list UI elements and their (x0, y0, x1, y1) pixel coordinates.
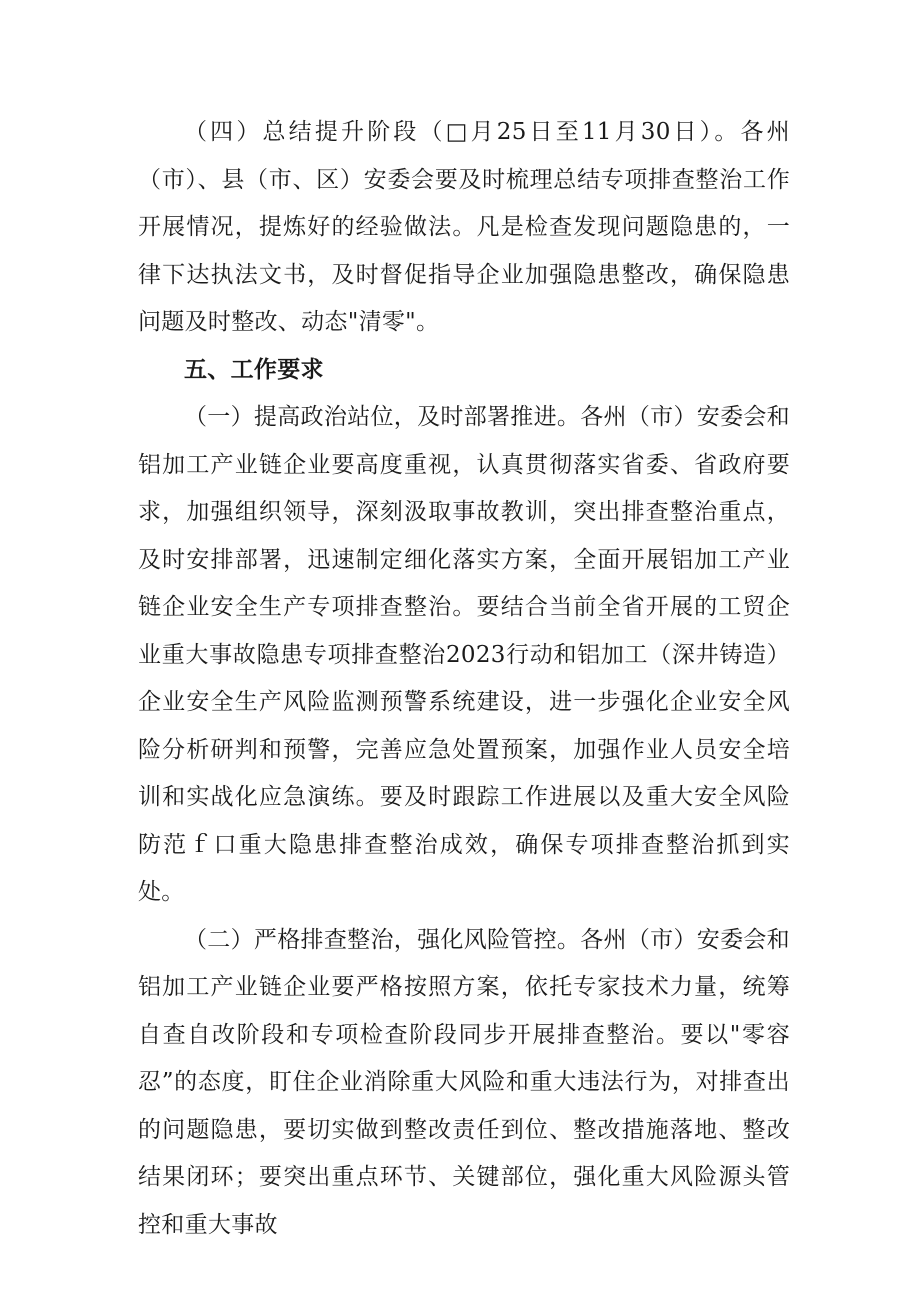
document-page (138, 109, 790, 1249)
paragraph-strict-inspection: （二）严格排查整治，强化风险管控。各州（市）安委会和铝加工产业链企业要严格按照方案，依托专家技术力量，统筹自查自改阶段和专项检查阶段同步开展排查整治。要以"零容忍”的态度，盯住企业消除重大风险和重大违法行为，对排查出的问题隐患，要切实做到整改责任到位、整改措施落地、整改结果闭环；要突出重点环节、关键部位，强化重大风险源头管控和重大事故 (138, 926, 790, 1238)
section-heading-work-requirements: 五、工作要求 (184, 356, 324, 383)
paragraph-summary-stage: （四）总结提升阶段（□月25日至11月30日）。各州（市）、县（市、区）安委会要及时梳理总结专项排查整治工作开展情况，提炼好的经验做法。凡是检查发现问题隐患的，一律下达执法文书，及时督促指导企业加强隐患整改，确保隐患问题及时整改、动态"清零"。 (138, 119, 790, 335)
paragraph-political-stance: （一）提高政治站位，及时部署推进。各州（市）安委会和铝加工产业链企业要高度重视，认真贯彻落实省委、省政府要求，加强组织领导，深刻汲取事故教训，突出排查整治重点，及时安排部署，迅速制定细化落实方案，全面开展铝加工产业链企业安全生产专项排查整治。要结合当前全省开展的工贸企业重大事故隐患专项排查整治2023行动和铝加工（深井铸造）企业安全生产风险监测预警系统建设，进一步强化企业安全风险分析研判和预警，完善应急处置预案，加强作业人员安全培训和实战化应急演练。要及时跟踪工作进展以及重大安全风险防范ｆ口重大隐患排查整治成效，确保专项排查整治抓到实处。 (138, 404, 790, 905)
